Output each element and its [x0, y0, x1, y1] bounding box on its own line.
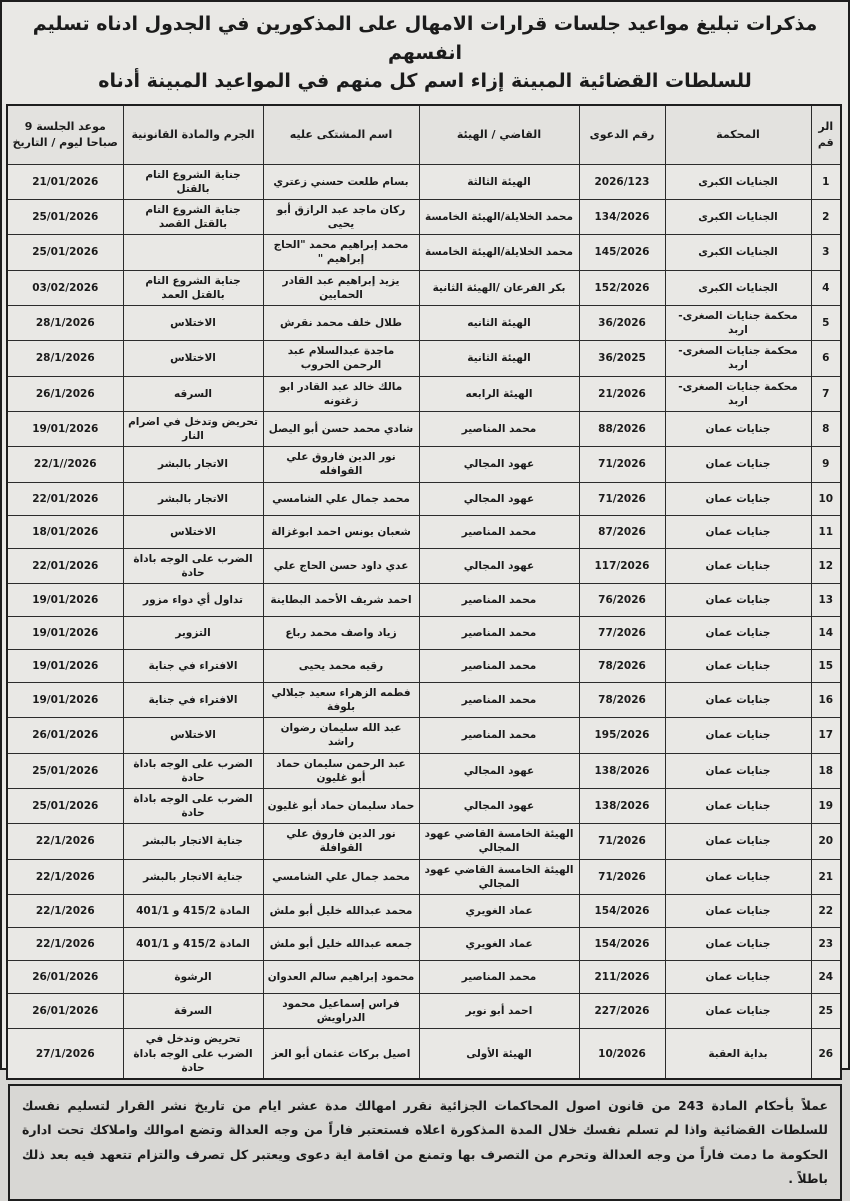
- cell-crime: جناية الاتجار بالبشر: [123, 824, 263, 859]
- cell-crime: الاختلاس: [123, 341, 263, 376]
- cell-judge: عهود المجالي: [419, 788, 579, 823]
- header-defendant: اسم المشتكى عليه: [263, 105, 419, 165]
- cell-judge: الهيئة الخامسة القاضي عهود المجالي: [419, 859, 579, 894]
- court-sessions-table: [6, 104, 842, 1080]
- cell-date: 21/01/2026: [7, 164, 123, 199]
- cell-number: 20: [811, 824, 841, 859]
- cell-crime: الافتراء في جناية: [123, 682, 263, 717]
- cell-date: 22/1/2026: [7, 859, 123, 894]
- cell-defendant: محمود إبراهيم سالم العدوان: [263, 961, 419, 994]
- cell-date: 27/1/2026: [7, 1029, 123, 1079]
- table-row: [7, 199, 841, 234]
- cell-case: 71/2026: [579, 824, 665, 859]
- table-row: [7, 753, 841, 788]
- cell-case: 88/2026: [579, 411, 665, 446]
- table-row: [7, 341, 841, 376]
- cell-date: 22/1//2026: [7, 447, 123, 482]
- cell-case: 195/2026: [579, 718, 665, 753]
- table-row: [7, 447, 841, 482]
- header-crime: الجرم والمادة القانونية: [123, 105, 263, 165]
- cell-defendant: عبد الله سليمان رضوان راشد: [263, 718, 419, 753]
- cell-case: 152/2026: [579, 270, 665, 305]
- cell-court: الجنايات الكبرى: [665, 199, 811, 234]
- cell-crime: [123, 235, 263, 270]
- cell-crime: الاتجار بالبشر: [123, 482, 263, 515]
- table-row: [7, 682, 841, 717]
- table-row: [7, 994, 841, 1029]
- cell-judge: احمد أبو نوير: [419, 994, 579, 1029]
- table-row: [7, 548, 841, 583]
- header-number: الرقم: [811, 105, 841, 165]
- cell-judge: الهيئة الخامسة القاضي عهود المجالي: [419, 824, 579, 859]
- table-row: [7, 616, 841, 649]
- cell-crime: السرقه: [123, 376, 263, 411]
- cell-date: 26/1/2026: [7, 376, 123, 411]
- cell-number: 7: [811, 376, 841, 411]
- cell-date: 22/1/2026: [7, 824, 123, 859]
- cell-crime: الرشوة: [123, 961, 263, 994]
- table-row: [7, 482, 841, 515]
- cell-number: 4: [811, 270, 841, 305]
- cell-court: جنايات عمان: [665, 859, 811, 894]
- cell-case: 211/2026: [579, 961, 665, 994]
- cell-court: جنايات عمان: [665, 994, 811, 1029]
- cell-crime: تداول أي دواء مزور: [123, 583, 263, 616]
- table-row: [7, 928, 841, 961]
- cell-case: 36/2025: [579, 341, 665, 376]
- cell-defendant: ركان ماجد عبد الرازق أبو يحيى: [263, 199, 419, 234]
- cell-defendant: زياد واصف محمد رباع: [263, 616, 419, 649]
- cell-crime: جناية الاتجار بالبشر: [123, 859, 263, 894]
- cell-case: 76/2026: [579, 583, 665, 616]
- table-row: [7, 270, 841, 305]
- cell-case: 154/2026: [579, 895, 665, 928]
- cell-case: 138/2026: [579, 753, 665, 788]
- cell-number: 2: [811, 199, 841, 234]
- cell-number: 3: [811, 235, 841, 270]
- document-title: [8, 6, 842, 104]
- cell-crime: الاختلاس: [123, 515, 263, 548]
- table-row: [7, 718, 841, 753]
- cell-crime: المادة 415/2 و 401/1: [123, 928, 263, 961]
- cell-court: الجنايات الكبرى: [665, 235, 811, 270]
- cell-number: 1: [811, 164, 841, 199]
- cell-judge: الهيئة الرابعه: [419, 376, 579, 411]
- cell-judge: محمد المناصير: [419, 682, 579, 717]
- table-row: [7, 859, 841, 894]
- cell-number: 21: [811, 859, 841, 894]
- table-row: [7, 376, 841, 411]
- cell-date: 22/01/2026: [7, 548, 123, 583]
- cell-judge: محمد المناصير: [419, 515, 579, 548]
- cell-date: 28/1/2026: [7, 305, 123, 340]
- table-row: [7, 235, 841, 270]
- cell-case: 117/2026: [579, 548, 665, 583]
- cell-defendant: يزيد إبراهيم عبد القادر الحمايين: [263, 270, 419, 305]
- cell-date: 22/1/2026: [7, 928, 123, 961]
- table-row: [7, 164, 841, 199]
- cell-court: بداية العقبة: [665, 1029, 811, 1079]
- cell-defendant: شعبان يونس احمد ابوغزالة: [263, 515, 419, 548]
- cell-crime: الضرب على الوجه باداة حادة: [123, 788, 263, 823]
- cell-court: محكمة جنايات الصغرى- اربد: [665, 305, 811, 340]
- header-session-date: موعد الجلسة 9 صباحا ليوم / التاريخ: [7, 105, 123, 165]
- cell-court: محكمة جنايات الصغرى- اربد: [665, 376, 811, 411]
- cell-case: 78/2026: [579, 649, 665, 682]
- cell-defendant: حماد سليمان حماد أبو غليون: [263, 788, 419, 823]
- cell-number: 19: [811, 788, 841, 823]
- cell-date: 22/1/2026: [7, 895, 123, 928]
- cell-court: جنايات عمان: [665, 682, 811, 717]
- cell-judge: عهود المجالي: [419, 548, 579, 583]
- table-row: [7, 649, 841, 682]
- cell-judge: محمد الخلايلة/الهيئة الخامسة: [419, 199, 579, 234]
- cell-date: 28/1/2026: [7, 341, 123, 376]
- cell-judge: عماد الغويري: [419, 928, 579, 961]
- cell-court: جنايات عمان: [665, 411, 811, 446]
- cell-number: 22: [811, 895, 841, 928]
- cell-date: 25/01/2026: [7, 235, 123, 270]
- cell-number: 6: [811, 341, 841, 376]
- cell-judge: محمد المناصير: [419, 718, 579, 753]
- cell-case: 145/2026: [579, 235, 665, 270]
- cell-defendant: محمد جمال علي الشامسي: [263, 859, 419, 894]
- cell-defendant: شادي محمد حسن أبو اليصل: [263, 411, 419, 446]
- cell-court: جنايات عمان: [665, 583, 811, 616]
- cell-case: 71/2026: [579, 447, 665, 482]
- cell-case: 134/2026: [579, 199, 665, 234]
- cell-defendant: نور الدين فاروق علي القوافله: [263, 447, 419, 482]
- cell-defendant: مالك خالد عبد القادر ابو زغتونه: [263, 376, 419, 411]
- cell-number: 13: [811, 583, 841, 616]
- header-court: المحكمة: [665, 105, 811, 165]
- cell-judge: عهود المجالي: [419, 753, 579, 788]
- title-line-2: للسلطات القضائية المبينة إزاء اسم كل منهم في المواعيد المبينة أدناه: [98, 70, 752, 92]
- cell-defendant: عدي داود حسن الحاج علي: [263, 548, 419, 583]
- cell-date: 18/01/2026: [7, 515, 123, 548]
- cell-crime: الضرب على الوجه باداة حادة: [123, 548, 263, 583]
- cell-defendant: محمد جمال علي الشامسي: [263, 482, 419, 515]
- table-row: [7, 895, 841, 928]
- cell-number: 9: [811, 447, 841, 482]
- table-row: [7, 788, 841, 823]
- cell-number: 15: [811, 649, 841, 682]
- cell-crime: الضرب على الوجه باداة حادة: [123, 753, 263, 788]
- cell-court: جنايات عمان: [665, 961, 811, 994]
- cell-date: 19/01/2026: [7, 616, 123, 649]
- cell-crime: المادة 415/2 و 401/1: [123, 895, 263, 928]
- cell-judge: بكر الفرعان /الهيئة الثانية: [419, 270, 579, 305]
- cell-defendant: جمعه عبدالله خليل أبو ملش: [263, 928, 419, 961]
- table-row: [7, 824, 841, 859]
- cell-court: جنايات عمان: [665, 753, 811, 788]
- cell-date: 19/01/2026: [7, 411, 123, 446]
- cell-number: 24: [811, 961, 841, 994]
- cell-defendant: محمد إبراهيم محمد "الحاج إبراهيم ": [263, 235, 419, 270]
- cell-case: 154/2026: [579, 928, 665, 961]
- cell-judge: عماد الغويري: [419, 895, 579, 928]
- cell-judge: محمد المناصير: [419, 411, 579, 446]
- cell-case: 2026/123: [579, 164, 665, 199]
- cell-judge: محمد الخلايلة/الهيئة الخامسة: [419, 235, 579, 270]
- cell-judge: محمد المناصير: [419, 583, 579, 616]
- cell-court: جنايات عمان: [665, 824, 811, 859]
- cell-crime: جناية الشروع التام بالقتل القصد: [123, 199, 263, 234]
- cell-number: 5: [811, 305, 841, 340]
- table-row: [7, 411, 841, 446]
- cell-defendant: عبد الرحمن سليمان حماد أبو غليون: [263, 753, 419, 788]
- cell-case: 10/2026: [579, 1029, 665, 1079]
- cell-date: 03/02/2026: [7, 270, 123, 305]
- cell-date: 22/01/2026: [7, 482, 123, 515]
- cell-court: جنايات عمان: [665, 515, 811, 548]
- cell-court: جنايات عمان: [665, 548, 811, 583]
- cell-court: جنايات عمان: [665, 718, 811, 753]
- cell-judge: الهيئة الثانية: [419, 341, 579, 376]
- table-row: [7, 1029, 841, 1079]
- table-body: [7, 164, 841, 1079]
- cell-number: 16: [811, 682, 841, 717]
- header-case-number: رقم الدعوى: [579, 105, 665, 165]
- cell-court: جنايات عمان: [665, 928, 811, 961]
- cell-crime: تحريض وتدخل في الضرب على الوجه باداة حادة: [123, 1029, 263, 1079]
- cell-case: 36/2026: [579, 305, 665, 340]
- cell-case: 78/2026: [579, 682, 665, 717]
- cell-date: 26/01/2026: [7, 994, 123, 1029]
- cell-court: جنايات عمان: [665, 788, 811, 823]
- cell-crime: الاتجار بالبشر: [123, 447, 263, 482]
- cell-case: 71/2026: [579, 859, 665, 894]
- cell-defendant: اصيل بركات عثمان أبو العز: [263, 1029, 419, 1079]
- cell-court: الجنايات الكبرى: [665, 270, 811, 305]
- cell-date: 25/01/2026: [7, 199, 123, 234]
- cell-defendant: ماجدة عبدالسلام عبد الرحمن الحروب: [263, 341, 419, 376]
- cell-date: 26/01/2026: [7, 961, 123, 994]
- cell-crime: التزوير: [123, 616, 263, 649]
- legal-notice: عملاً بأحكام المادة 243 من قانون اصول المحاكمات الجزائية نقرر امهالك مدة عشر ايام من تاريخ نشر القرار لتسليم نفسك للسلطات القضائية واذا لم تسلم نفسك خلال المدة المذكورة اعلاه فستعتبر فاراً من وجه العدالة وتضع اموالك واملاكك تحت ادارة الحكومة ما دمت فاراً من وجه العدالة وتحرم من التصرف بها وتمنع من اقامة اية دعوى ويعتبر كل تصرف والتزام تتعهد فيه بعد ذلك باطلاً .: [8, 1084, 842, 1201]
- cell-defendant: نور الدين فاروق علي القوافلة: [263, 824, 419, 859]
- cell-number: 18: [811, 753, 841, 788]
- cell-number: 23: [811, 928, 841, 961]
- cell-date: 19/01/2026: [7, 649, 123, 682]
- cell-judge: محمد المناصير: [419, 961, 579, 994]
- cell-court: جنايات عمان: [665, 482, 811, 515]
- cell-number: 26: [811, 1029, 841, 1079]
- cell-judge: عهود المجالي: [419, 447, 579, 482]
- cell-crime: السرقة: [123, 994, 263, 1029]
- cell-case: 71/2026: [579, 482, 665, 515]
- cell-defendant: طلال خلف محمد نقرش: [263, 305, 419, 340]
- cell-court: محكمة جنايات الصغرى- اربد: [665, 341, 811, 376]
- cell-defendant: محمد عبدالله خليل أبو ملش: [263, 895, 419, 928]
- cell-crime: الاختلاس: [123, 718, 263, 753]
- table-row: [7, 961, 841, 994]
- cell-court: جنايات عمان: [665, 649, 811, 682]
- table-row: [7, 583, 841, 616]
- table-row: [7, 515, 841, 548]
- cell-defendant: فراس إسماعيل محمود الدراويش: [263, 994, 419, 1029]
- cell-court: الجنايات الكبرى: [665, 164, 811, 199]
- cell-court: جنايات عمان: [665, 895, 811, 928]
- cell-date: 25/01/2026: [7, 753, 123, 788]
- cell-number: 8: [811, 411, 841, 446]
- title-line-1: مذكرات تبليغ مواعيد جلسات قرارات الامهال على المذكورين في الجدول ادناه تسليم انفسهم: [32, 13, 818, 64]
- cell-case: 227/2026: [579, 994, 665, 1029]
- cell-number: 14: [811, 616, 841, 649]
- cell-defendant: رقيه محمد يحيى: [263, 649, 419, 682]
- cell-case: 138/2026: [579, 788, 665, 823]
- cell-date: 19/01/2026: [7, 682, 123, 717]
- cell-number: 10: [811, 482, 841, 515]
- cell-number: 17: [811, 718, 841, 753]
- cell-judge: عهود المجالي: [419, 482, 579, 515]
- cell-number: 11: [811, 515, 841, 548]
- cell-court: جنايات عمان: [665, 616, 811, 649]
- cell-crime: تحريض وتدخل في اضرام النار: [123, 411, 263, 446]
- cell-defendant: احمد شريف الأحمد البطاينة: [263, 583, 419, 616]
- cell-number: 12: [811, 548, 841, 583]
- cell-case: 21/2026: [579, 376, 665, 411]
- cell-crime: الافتراء في جناية: [123, 649, 263, 682]
- cell-case: 87/2026: [579, 515, 665, 548]
- cell-number: 25: [811, 994, 841, 1029]
- cell-crime: الاختلاس: [123, 305, 263, 340]
- cell-judge: الهيئة الأولى: [419, 1029, 579, 1079]
- cell-date: 26/01/2026: [7, 718, 123, 753]
- cell-date: 25/01/2026: [7, 788, 123, 823]
- cell-case: 77/2026: [579, 616, 665, 649]
- cell-crime: جناية الشروع التام بالقتل العمد: [123, 270, 263, 305]
- cell-judge: الهيئة الثالثة: [419, 164, 579, 199]
- cell-judge: محمد المناصير: [419, 649, 579, 682]
- table-row: [7, 305, 841, 340]
- cell-defendant: بسام طلعت حسني زعتري: [263, 164, 419, 199]
- cell-crime: جناية الشروع التام بالقتل: [123, 164, 263, 199]
- cell-date: 19/01/2026: [7, 583, 123, 616]
- table-header-row: [7, 105, 841, 165]
- cell-defendant: فطمه الزهراء سعيد جيلالي بلوفة: [263, 682, 419, 717]
- cell-judge: الهيئة الثانيه: [419, 305, 579, 340]
- header-judge: القاضي / الهيئة: [419, 105, 579, 165]
- cell-judge: محمد المناصير: [419, 616, 579, 649]
- cell-court: جنايات عمان: [665, 447, 811, 482]
